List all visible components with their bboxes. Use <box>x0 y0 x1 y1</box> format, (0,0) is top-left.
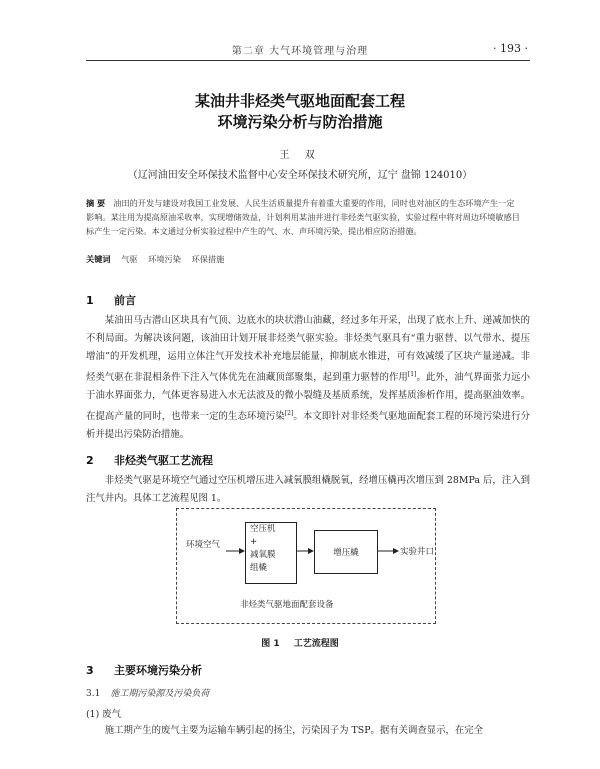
section-2-paragraph: 非烃类气驱是环境空气通过空压机增压进入减氧膜组橇脱氧，经增压橇再次增压到 28MPa 后，注入到注气井内。具体工艺流程见图 1。 <box>86 475 530 504</box>
figure-caption <box>0 636 600 649</box>
input-label: 环境空气 <box>186 540 221 550</box>
affiliation: （辽河油田安全环保技术监督中心安全环保技术研究所，辽宁 盘锦 124010） <box>127 170 473 181</box>
item-paragraph: 施工期产生的废气主要为运输车辆引起的扬尘，污染因子为 TSP。据有关调查显示，在完全 <box>104 725 484 736</box>
section-number: 3 <box>86 664 94 677</box>
keywords-label: 关键词 <box>86 254 111 264</box>
running-title: 第二章 大气环境管理与治理 <box>231 46 369 57</box>
citation[interactable]: [2] <box>284 410 294 418</box>
section-number: 1 <box>86 294 94 307</box>
para-text: 某油田马古潜山区块具有气顶、边底水的块状潜山油藏，经过多年开采，出现了底水上升、递减加快的不利局面。为解决该问题，该油田计划开展非烃类气驱实验。非烃类气驱具有“重力驱替、以气带水、提压增油”的开发机理，运用立体注气开发技术补充地层能量，抑制底水锥进，可有效减缓了区块产量递减。非烃类气驱在非混相条件下注入气体优先在油藏顶部聚集，起到重力驱替的作用 <box>86 315 530 384</box>
section-number: 2 <box>86 454 94 467</box>
para-text: 。此外，油气界面张力远小于油水界面张力，气体更容易进入水无法波及的微小裂缝及基质系统，发挥基质渗析作用，提高驱油效率。在提高产量的同时，也带来一定的生态环境污染 <box>86 372 530 423</box>
caption-text: 工艺流程图 <box>293 639 339 649</box>
subsection-title: 施工期污染源及污染负荷 <box>110 689 210 699</box>
para-text: 。本文即针对非烃类气驱地面配套工程的环境污染进行分析并提出污染防治措施。 <box>86 411 530 441</box>
box-line: 空压机 <box>250 524 276 534</box>
output-label: 实验井口 <box>400 547 435 557</box>
author: 王 双 <box>279 150 321 161</box>
keyword: 环境污染 <box>148 254 181 264</box>
compressor-membrane-box <box>245 522 297 584</box>
subsection-number: 3.1 <box>86 689 101 699</box>
keyword: 环保措施 <box>191 254 225 264</box>
item-label: (1) 废气 <box>86 709 122 720</box>
box-line: 减氧膜 <box>250 550 276 560</box>
subsection-heading <box>86 686 209 699</box>
citation[interactable]: [1] <box>407 371 417 378</box>
caption-number: 图 1 <box>261 639 280 649</box>
section-title: 主要环境污染分析 <box>114 664 202 677</box>
abstract-label: 摘 要 <box>86 198 106 208</box>
frame-label: 非烃类气驱地面配套设备 <box>240 600 334 610</box>
keyword: 气驱 <box>121 254 138 264</box>
box-line: + <box>250 537 258 547</box>
section-title: 非烃类气驱工艺流程 <box>114 454 213 467</box>
section-title: 前言 <box>114 294 136 307</box>
booster-skid-box: 增压橇 <box>314 530 378 574</box>
page-number: · 193 · <box>493 42 528 55</box>
abstract-text: 油田的开发与建设对我国工业发展、人民生活质量提升有着重大重要的作用，同时也对油区的生态环境产生一定影响。某注用为提高原油采收率，实现增储效益，计划利用某油井进行非烃类气驱实验，实验过程中将对周边环境敏感目标产生一定污染。本文通过分析实验过程中产生的气、水、声环境污染，提出相应防治措施。 <box>86 198 520 236</box>
section-heading-3 <box>86 662 202 678</box>
box-line: 组橇 <box>250 563 268 573</box>
article-title-line1: 某油井非烃类气驱地面配套工程 <box>194 92 405 110</box>
article-title-line2: 环境污染分析与防治措施 <box>217 113 383 131</box>
